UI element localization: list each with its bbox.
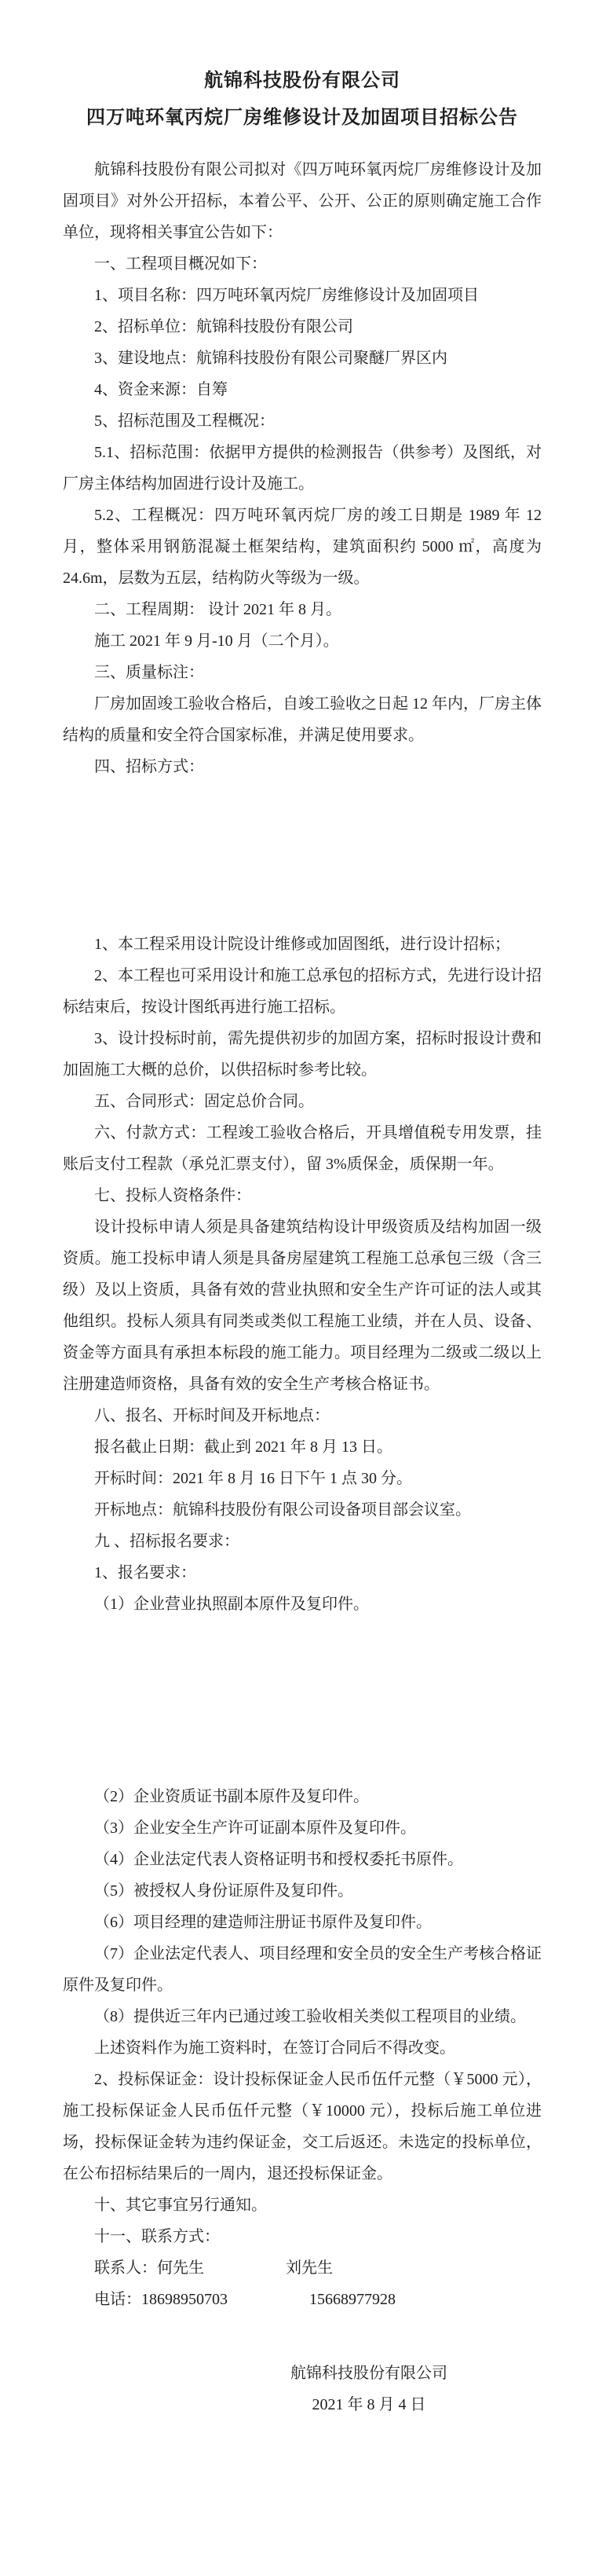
phone-label: 电话： xyxy=(94,2291,141,2308)
paragraph: 3、设计投标时前，需先提供初步的加固方案，招标时报设计费和加固施工大概的总价，以供招标时参考比较。 xyxy=(63,1030,542,1079)
paragraph: （2）企业资质证书副本原件及复印件。 xyxy=(94,1788,369,1805)
paragraph: 十一、联系方式： xyxy=(94,2228,220,2245)
paragraph: 十、其它事宜另行通知。 xyxy=(94,2197,267,2214)
paragraph: 五、合同形式：固定总价合同。 xyxy=(94,1093,314,1110)
paragraph: 四、招标方式： xyxy=(94,758,204,775)
contact-phone-1: 18698950703 xyxy=(141,2291,228,2308)
paragraph: （7）企业法定代表人、项目经理和安全员的安全生产考核合格证原件及复印件。 xyxy=(63,1945,542,1994)
paragraph: （1）企业营业执照副本原件及复印件。 xyxy=(94,1596,369,1613)
paragraph: 5.2、工程概况：四万吨环氧丙烷厂房的竣工日期是 1989 年 12 月，整体采用钢筋混凝土框架结构，建筑面积约 5000 ㎡，高度为 24.6m，层数为五层，结构防火等级为一级。 xyxy=(63,507,542,587)
paragraph: （8）提供近三年内已通过竣工验收相关类似工程项目的业绩。 xyxy=(94,2008,526,2025)
paragraph: 2、本工程也可采用设计和施工总承包的招标方式，先进行设计招标结束后，按设计图纸再进行施工招标。 xyxy=(63,967,542,1016)
paragraph: 5、招标范围及工程概况： xyxy=(94,412,275,430)
paragraph: 上述资料作为施工资料时，在签订合同后不得改变。 xyxy=(94,2039,455,2057)
contact-phones-row xyxy=(63,2284,542,2315)
paragraph: 厂房加固竣工验收合格后，自竣工验收之日起 12 年内，厂房主体结构的质量和安全符合国家标准，并满足使用要求。 xyxy=(63,695,542,744)
paragraph: 2、投标保证金：设计投标保证金人民币伍仟元整（￥5000 元），施工投标保证金人民币伍仟元整（￥10000 元），投标后施工单位进场，投标保证金转为违约保证金，交工后返还。未选定的投标单位，在公布招标结果后的一周内，退还投标保证金。 xyxy=(63,2071,542,2182)
paragraph-list xyxy=(63,154,542,2252)
paragraph: 2、招标单位：航锦科技股份有限公司 xyxy=(94,318,353,335)
contact-person-2: 刘先生 xyxy=(286,2259,333,2277)
paragraph: 5.1、招标范围：依据甲方提供的检测报告（供参考）及图纸，对厂房主体结构加固进行设计及施工。 xyxy=(63,444,542,493)
paragraph: （3）企业安全生产许可证副本原件及复印件。 xyxy=(94,1819,416,1837)
document-body xyxy=(63,154,542,2420)
paragraph: 1、报名要求： xyxy=(94,1564,196,1581)
doc-title: 航锦科技股份有限公司 xyxy=(204,71,400,91)
paragraph: 八、报名、开标时间及开标地点： xyxy=(94,1407,330,1424)
doc-subtitle: 四万吨环氧丙烷厂房维修设计及加固项目招标公告 xyxy=(86,108,518,128)
contact-phone-2: 15668977928 xyxy=(309,2291,396,2308)
contact-person-1: 何先生 xyxy=(157,2259,204,2277)
paragraph: 设计投标申请人须是具备建筑结构设计甲级资质及结构加固一级资质。施工投标申请人须是具备房屋建筑工程施工总承包三级（含三级）及以上资质，具备有效的营业执照和安全生产许可证的法人或其他组织。投标人须具有同类或类似工程施工业绩，并在人员、设备、资金等方面具有承担本标段的施工能力。项目经理为二级或二级以上注册建造师资格，具备有效的安全生产考核合格证书。 xyxy=(63,1218,542,1393)
paragraph: 六、付款方式：工程竣工验收合格后，开具增值税专用发票，挂账后支付工程款（承兑汇票支付），留 3%质保金，质保期一年。 xyxy=(63,1124,542,1173)
paragraph: （6）项目经理的建造师注册证书原件及复印件。 xyxy=(94,1914,432,1931)
paragraph: 开标地点：航锦科技股份有限公司设备项目部会议室。 xyxy=(94,1501,471,1519)
paragraph: 4、资金来源：自筹 xyxy=(94,381,228,398)
paragraph: 航锦科技股份有限公司拟对《四万吨环氧丙烷厂房维修设计及加固项目》对外公开招标，本着公平、公开、公正的原则确定施工合作单位，现将相关事宜公告如下： xyxy=(63,161,542,241)
paragraph: 七、投标人资格条件： xyxy=(94,1187,251,1204)
signature-date: 2021 年 8 月 4 日 xyxy=(312,2396,426,2413)
paragraph: 二、工程周期： 设计 2021 年 8 月。 xyxy=(94,601,341,618)
signature-block xyxy=(63,2358,542,2420)
paragraph: 三、质量标注： xyxy=(94,664,204,681)
paragraph: 1、项目名称：四万吨环氧丙烷厂房维修设计及加固项目 xyxy=(94,287,479,304)
paragraph: 施工 2021 年 9 月-10 月（二个月）。 xyxy=(94,632,339,650)
paragraph: 1、本工程采用设计院设计维修或加固图纸，进行设计招标； xyxy=(94,936,510,953)
paragraph: 3、建设地点：航锦科技股份有限公司聚醚厂界区内 xyxy=(94,350,447,367)
paragraph: （5）被授权人身份证原件及复印件。 xyxy=(94,1882,353,1900)
contact-label: 联系人： xyxy=(94,2259,157,2277)
paragraph: 九 、招标报名要求： xyxy=(94,1533,239,1550)
paragraph: 一、工程项目概况如下： xyxy=(94,255,267,273)
paragraph: （4）企业法定代表人资格证明书和授权委托书原件。 xyxy=(94,1851,463,1868)
paragraph: 报名截止日期：截止到 2021 年 8 月 13 日。 xyxy=(94,1438,392,1456)
signature-company: 航锦科技股份有限公司 xyxy=(290,2365,447,2382)
paragraph: 开标时间：2021 年 8 月 16 日下午 1 点 30 分。 xyxy=(94,1470,412,1487)
contact-persons-row xyxy=(63,2252,542,2284)
